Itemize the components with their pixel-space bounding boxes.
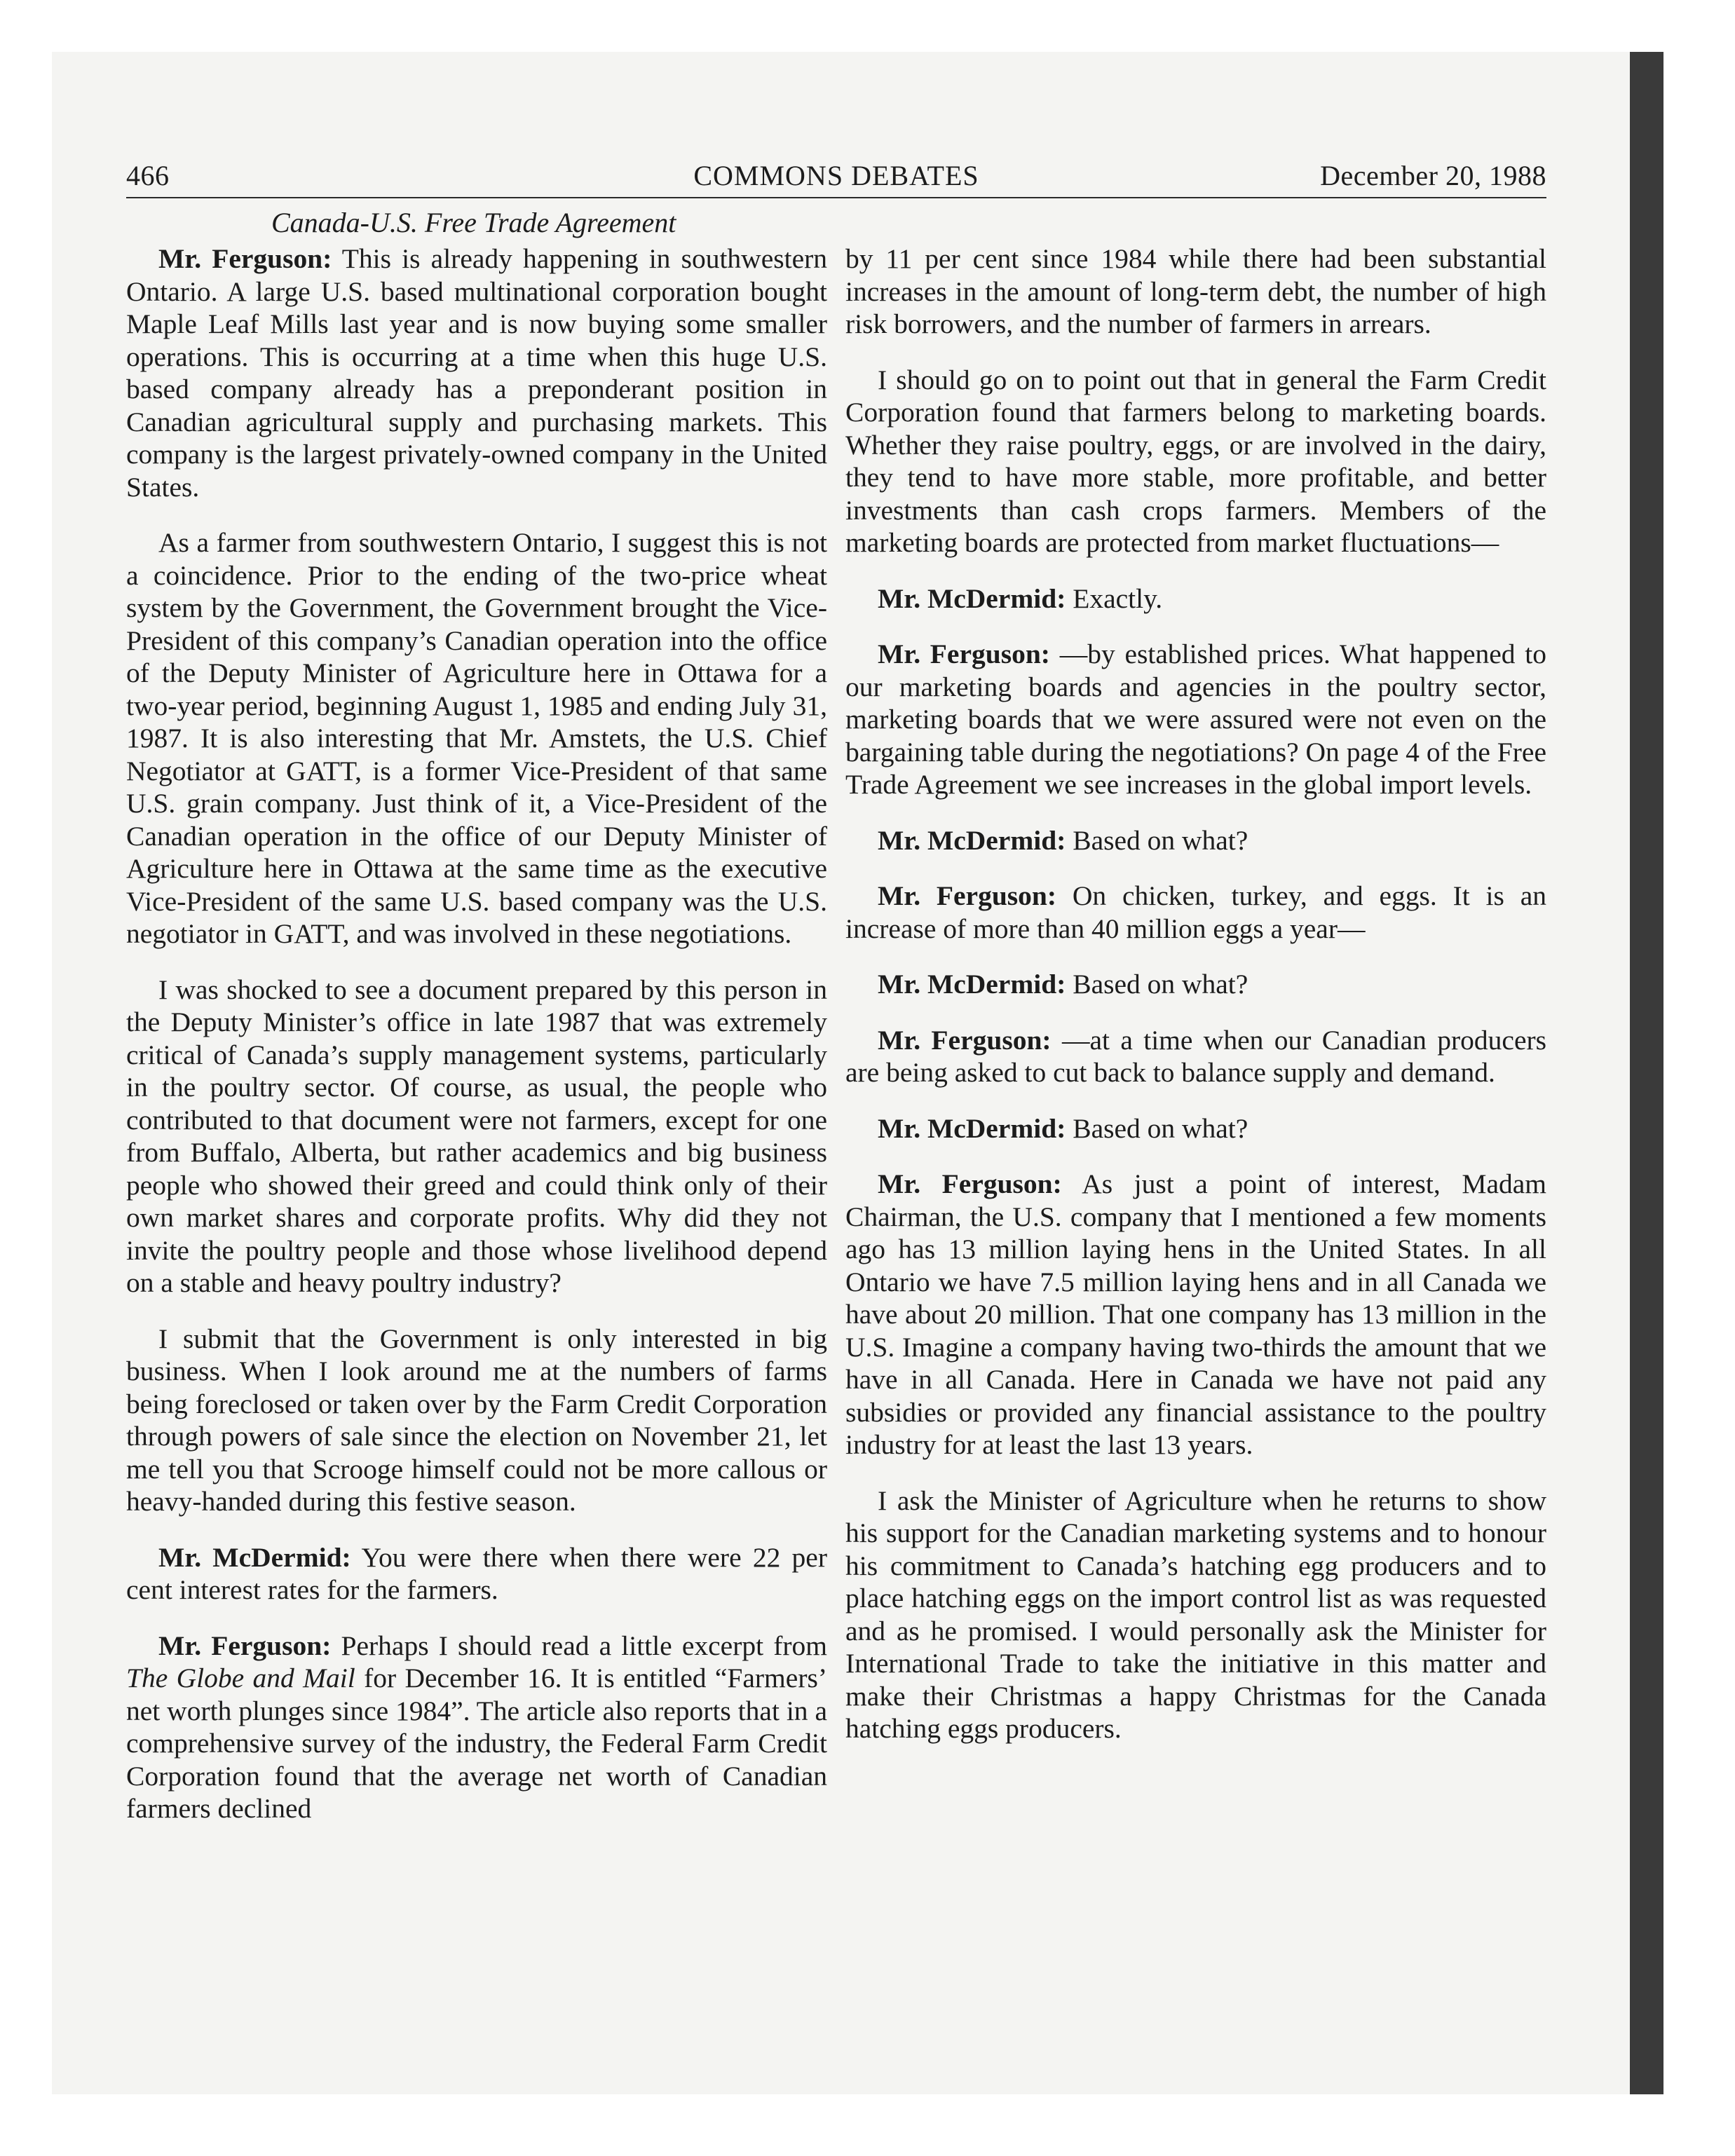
paragraph	[845, 1112, 1546, 1145]
speech-text: for December 16. It is entitled “Farmers’ net worth plunges since 1984”. The article also reports that in a comprehensive survey of the industry, the Federal Farm Credit Corporation found that the average net worth of Canadian farmers declined	[126, 1663, 827, 1824]
paragraph	[845, 824, 1546, 857]
paragraph: I submit that the Government is only interested in big business. When I look around me at the numbers of farms being foreclosed or taken over by the Farm Credit Corporation through powers of sale since the election on November 21, let me tell you that Scrooge himself could not be more callous or heavy-handed during this festive season.	[126, 1323, 827, 1517]
page-header	[126, 158, 1546, 198]
speaker-name: Mr. McDermid:	[878, 582, 1066, 614]
speech-text: Based on what?	[1066, 969, 1248, 999]
paragraph	[845, 582, 1546, 615]
paragraph: I was shocked to see a document prepared by this person in the Deputy Minister’s office in late 1987 that was extremely critical of Canada’s supply management systems, particularly in the poultry sector. Of course, as usual, the people who contributed to that document were not farmers, except for one from Buffalo, Alberta, but rather academics and big business people who showed their greed and could think only of their own market shares and corporate profits. Why did they not invite the poultry people and those whose livelihood depend on a stable and heavy poultry industry?	[126, 974, 827, 1298]
page-number: 466	[126, 160, 170, 191]
paragraph	[126, 1541, 827, 1606]
publication-title: COMMONS DEBATES	[693, 160, 979, 191]
speech-text: Based on what?	[1066, 824, 1248, 856]
speaker-name: Mr. McDermid:	[878, 824, 1066, 856]
right-column	[845, 243, 1546, 1768]
paragraph: I ask the Minister of Agriculture when he returns to show his support for the Canadian marketing systems and to honour his commitment to Canada’s hatching egg producers and to place hatching eggs on the import control list as was requested and as he promised. I would personally ask the Minister for International Trade to take the initiative in this matter and make their Christmas a happy Christmas for the Canada hatching eggs producers.	[845, 1485, 1546, 1744]
newspaper-title: The Globe and Mail	[126, 1663, 355, 1693]
paragraph	[845, 638, 1546, 801]
speech-text: —at a time when our Canadian producers are being asked to cut back to balance supply and demand.	[845, 1024, 1547, 1088]
speech-text: Perhaps I should read a little excerpt from	[331, 1630, 828, 1661]
speaker-name: Mr. Ferguson:	[878, 639, 1050, 669]
paragraph	[126, 1630, 827, 1825]
left-column	[126, 243, 827, 1848]
speech-text: You were there when there were 22 per cent interest rates for the farmers.	[126, 1541, 827, 1605]
binding-edge	[1630, 52, 1663, 2094]
paragraph	[845, 968, 1546, 1001]
speaker-name: Mr. Ferguson:	[878, 1168, 1062, 1199]
speech-text: As just a point of interest, Madam Chairman, the U.S. company that I mentioned a few moments ago has 13 million laying hens in the United States. In all Ontario we have 7.5 million laying hens and in all Canada we have about 20 million. That one company has 13 million in the U.S. Imagine a company having two-thirds the amount that we have in all Canada. Here in Canada we have not paid any subsidies or provided any financial assistance to the poultry industry for at least the last 13 years.	[845, 1168, 1546, 1460]
paragraph	[845, 1168, 1546, 1461]
speech-text: Based on what?	[1066, 1112, 1248, 1144]
speaker-name: Mr. McDermid:	[878, 1112, 1066, 1144]
speaker-name: Mr. Ferguson:	[158, 1630, 332, 1661]
speaker-name: Mr. Ferguson:	[158, 243, 332, 274]
speech-text: Exactly.	[1066, 582, 1163, 614]
speaker-name: Mr. McDermid:	[878, 969, 1066, 999]
paragraph: by 11 per cent since 1984 while there had been substantial increases in the amount of long-term debt, the number of high risk borrowers, and the number of farmers in arrears.	[845, 243, 1546, 339]
speaker-name: Mr. Ferguson:	[878, 1024, 1052, 1056]
section-title: Canada-U.S. Free Trade Agreement	[271, 207, 676, 238]
speech-text: This is already happening in southwestern Ontario. A large U.S. based multinational corporation bought Maple Leaf Mills last year and is now buying some smaller operations. This is occurring at a time when this huge U.S. based company already has a preponderant position in Canadian agricultural supply and purchasing markets. This company is the largest privately-owned company in the United States.	[126, 243, 828, 503]
paragraph: As a farmer from southwestern Ontario, I suggest this is not a coincidence. Prior to the ending of the two-price wheat system by the Government, the Government brought the Vice-President of this company’s Canadian operation into the office of the Deputy Minister of Agriculture here in Ottawa for a two-year period, beginning August 1, 1985 and ending July 31, 1987. It is also interesting that Mr. Amstets, the U.S. Chief Negotiator at GATT, is a former Vice-President of that same U.S. grain company. Just think of it, a Vice-President of the Canadian operation in the office of our Deputy Minister of Agriculture here in Ottawa at the same time as the executive Vice-President of the same U.S. based company was the U.S. negotiator in GATT, and was involved in these negotiations.	[126, 527, 827, 949]
paragraph: I should go on to point out that in general the Farm Credit Corporation found that farmers belong to marketing boards. Whether they raise poultry, eggs, or are involved in the dairy, they tend to have more stable, more profitable, and better investments than cash crops farmers. Members of the marketing boards are protected from market fluctuations—	[845, 364, 1546, 558]
speech-text: —by established prices. What happened to our marketing boards and agencies in the poultry sector, marketing boards that we were assured were not even on the bargaining table during the negotiations? On page 4 of the Free Trade Agreement we see increases in the global import levels.	[845, 639, 1546, 800]
speaker-name: Mr. McDermid:	[158, 1541, 351, 1573]
speaker-name: Mr. Ferguson:	[878, 880, 1057, 911]
page-date: December 20, 1988	[1320, 160, 1546, 191]
paragraph	[845, 1024, 1546, 1089]
paragraph	[126, 243, 827, 503]
speech-text: On chicken, turkey, and eggs. It is an increase of more than 40 million eggs a year—	[845, 880, 1547, 944]
paragraph	[845, 880, 1546, 945]
